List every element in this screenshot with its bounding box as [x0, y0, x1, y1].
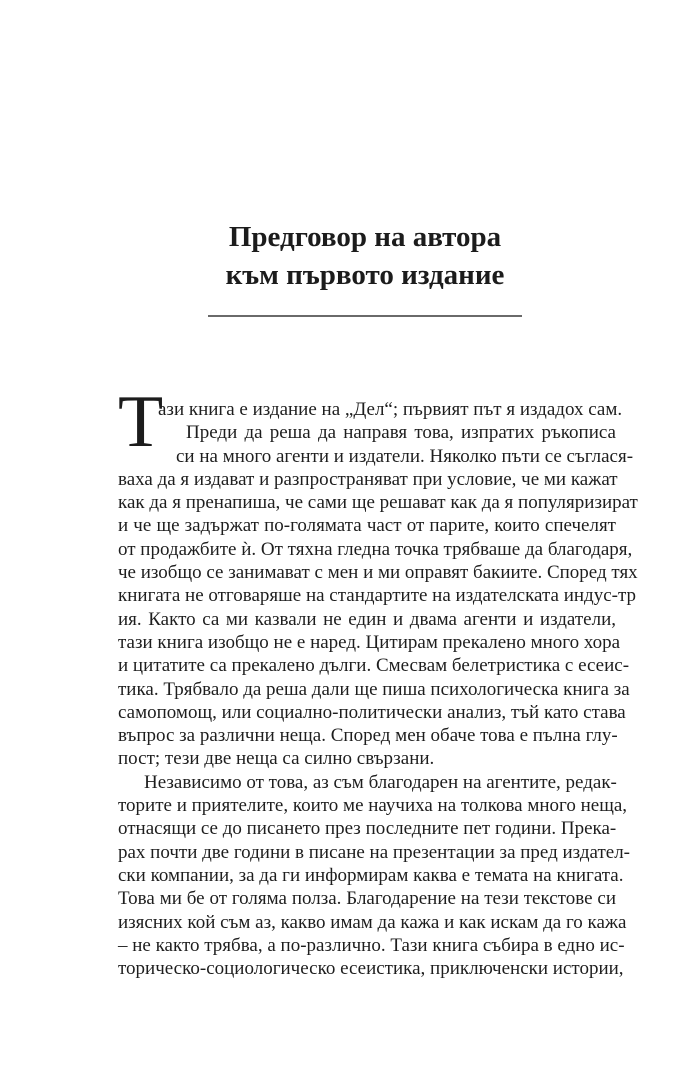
text-line: Независимо от това, аз съм благодарен на агентите, редак-	[144, 771, 617, 793]
text-line: торическо-социологическо есеистика, приключенски истории,	[118, 958, 624, 980]
text-line: тика. Трябвало да реша дали ще пиша психологическа книга за	[118, 678, 630, 700]
text-line: книгата не отговаряше на стандартите на издателската индус-тр	[118, 585, 637, 607]
text-line: самопомощ, или социално-политически анализ, тъй като става	[118, 701, 626, 723]
chapter-title-line-1: Предговор на автора	[228, 221, 502, 253]
text-line: торите и приятелите, които ме научиха на толкова много неща,	[118, 795, 628, 817]
drop-cap: Т	[118, 381, 164, 463]
text-line: че изобщо се занимават с мен и ми оправят бакиите. Според тях	[118, 562, 638, 584]
text-line: от продажбите ѝ. От тяхна гледна точка трябваше да благодаря,	[118, 538, 633, 560]
body-text	[118, 398, 638, 980]
text-line: ия. Както са ми казвали не един и двама агенти и издатели,	[118, 608, 616, 630]
text-line: и че ще задържат по-голямата част от парите, които спечелят	[118, 515, 616, 537]
text-line: и цитатите са прекалено дълги. Смесвам белетристика с есеис-	[118, 655, 630, 677]
text-line: Това ми бе от голяма полза. Благодарение на тези текстове си	[118, 888, 616, 910]
text-line: – не както трябва, а по-различно. Тази книга събира в едно ис-	[118, 934, 625, 956]
title-divider	[208, 315, 522, 317]
text-line: ази книга е издание на „Дел“; първият път я издадох сам.	[158, 399, 623, 420]
text-line: пост; тези две неща са силно свързани.	[118, 748, 435, 770]
text-line: въпрос за различни неща. Според мен обаче това е пълна глу-	[118, 725, 618, 747]
text-line: си на много агенти и издатели. Няколко пъти се съглася-	[176, 445, 634, 467]
text-line: как да я пренапиша, че сами ще решават как да я популяризират	[118, 492, 638, 514]
text-line: отнасящи се до писането през последните пет години. Прека-	[118, 818, 617, 840]
text-line: ваха да я издават и разпространяват при условие, че ми кажат	[118, 468, 618, 490]
chapter-title	[0, 218, 700, 294]
text-line: рах почти две години в писане на презентации за пред издател-	[118, 841, 630, 863]
text-line: ски компании, за да ги информирам каква е темата на книгата.	[118, 864, 624, 886]
text-line: Преди да реша да направя това, изпратих ръкописа	[186, 422, 616, 444]
text-line: изясних кой съм аз, какво имам да кажа и как искам да го кажа	[118, 911, 627, 933]
chapter-title-line-2: към първото издание	[225, 259, 505, 291]
text-line: тази книга изобщо не е наред. Цитирам прекалено много хора	[118, 631, 621, 653]
